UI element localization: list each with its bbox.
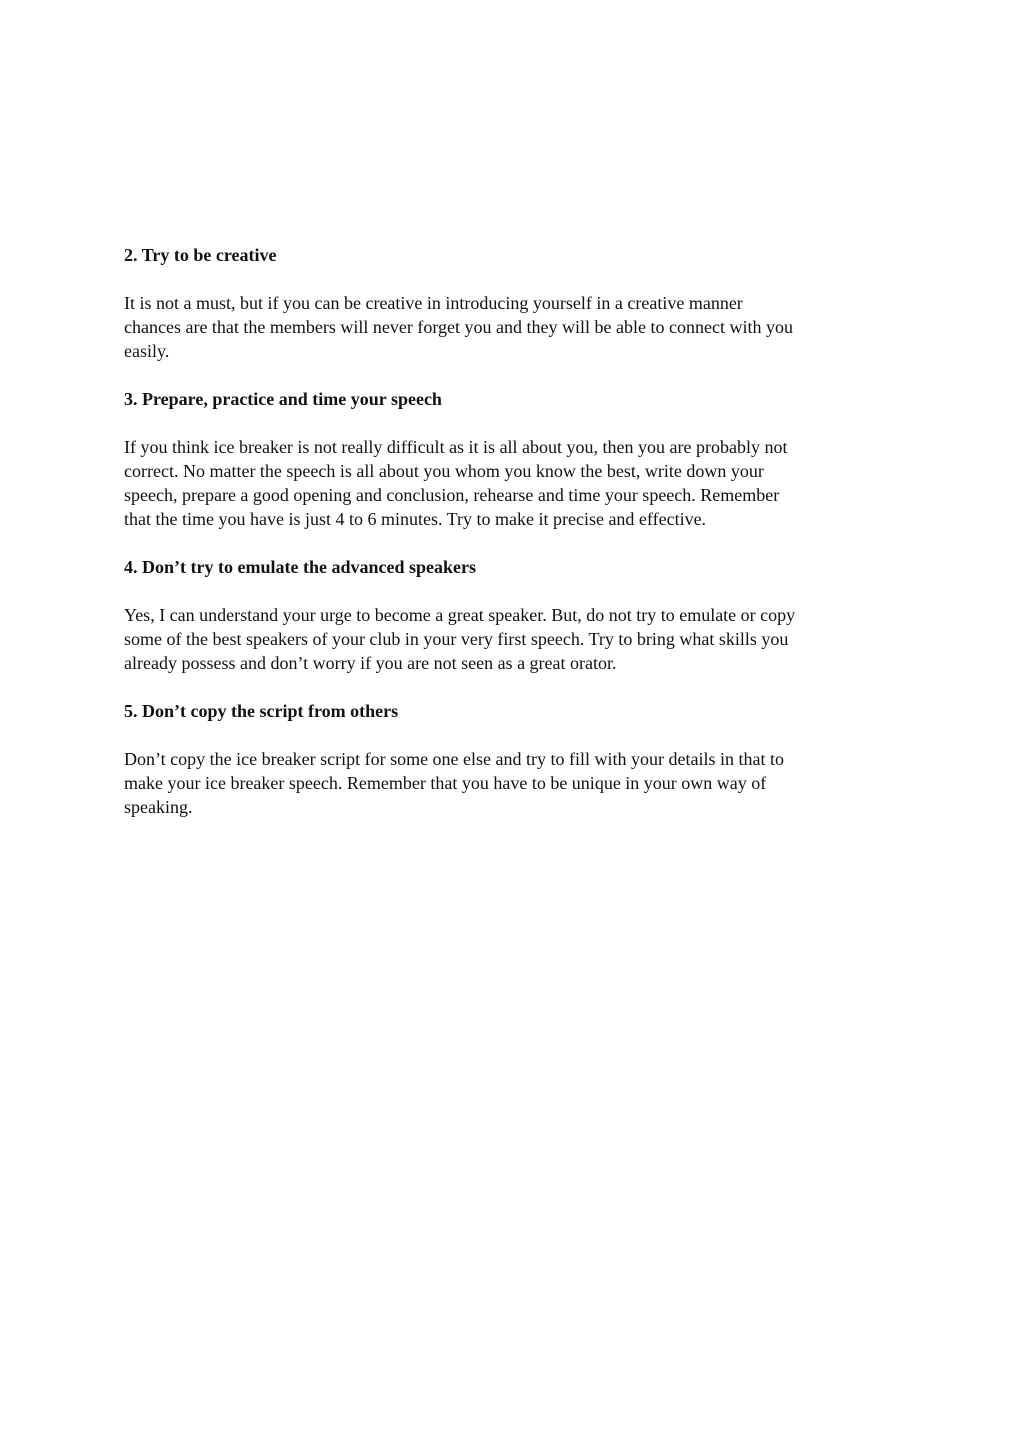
paragraph-line: correct. No matter the speech is all about you whom you know the best, write down your: [124, 461, 764, 481]
section-paragraph: [124, 291, 904, 363]
section-dont-emulate: [124, 555, 904, 675]
section-heading: 5. Don’t copy the script from others: [124, 701, 399, 721]
paragraph-line: Yes, I can understand your urge to become a great speaker. But, do not try to emulate or copy: [124, 605, 796, 625]
section-heading: 4. Don’t try to emulate the advanced speakers: [124, 557, 476, 577]
section-paragraph: [124, 435, 904, 531]
section-dont-copy-script: [124, 699, 904, 819]
section-heading: 3. Prepare, practice and time your speech: [124, 389, 442, 409]
paragraph-line: speech, prepare a good opening and conclusion, rehearse and time your speech. Remember: [124, 485, 780, 505]
section-paragraph: [124, 747, 904, 819]
paragraph-line: Don’t copy the ice breaker script for some one else and try to fill with your details in that to: [124, 749, 784, 769]
paragraph-line: It is not a must, but if you can be creative in introducing yourself in a creative manner: [124, 293, 743, 313]
paragraph-line: easily.: [124, 341, 170, 361]
document-content: [124, 243, 904, 843]
section-paragraph: [124, 603, 904, 675]
paragraph-line: chances are that the members will never forget you and they will be able to connect with you: [124, 317, 793, 337]
paragraph-line: that the time you have is just 4 to 6 minutes. Try to make it precise and effective.: [124, 509, 707, 529]
paragraph-line: make your ice breaker speech. Remember that you have to be unique in your own way of: [124, 773, 767, 793]
section-try-to-be-creative: [124, 243, 904, 363]
section-heading: 2. Try to be creative: [124, 245, 277, 265]
paragraph-line: some of the best speakers of your club in your very first speech. Try to bring what skills you: [124, 629, 789, 649]
paragraph-line: already possess and don’t worry if you are not seen as a great orator.: [124, 653, 617, 673]
paragraph-line: If you think ice breaker is not really difficult as it is all about you, then you are probably not: [124, 437, 788, 457]
section-prepare-practice-time: [124, 387, 904, 531]
paragraph-line: speaking.: [124, 797, 193, 817]
